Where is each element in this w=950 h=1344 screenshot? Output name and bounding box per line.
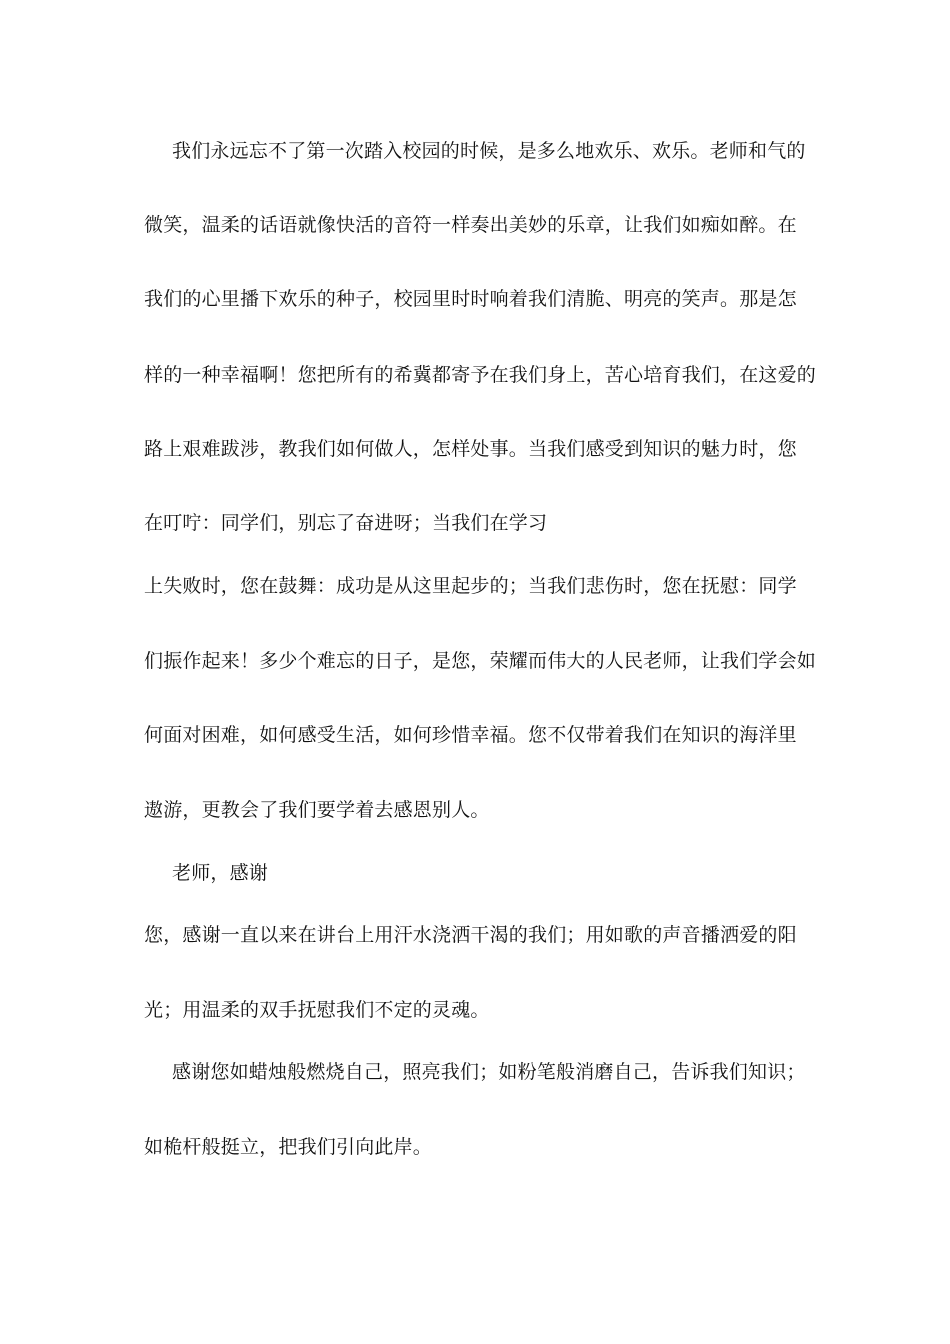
text-line: 我们的心里播下欢乐的种子，校园里时时响着我们清脆、明亮的笑声。那是怎: [144, 288, 797, 310]
text-line: 微笑，温柔的话语就像快活的音符一样奏出美妙的乐章，让我们如痴如醉。在: [144, 214, 797, 236]
text-line: 我们永远忘不了第一次踏入校园的时候，是多么地欢乐、欢乐。老师和气的: [172, 140, 806, 162]
text-line: 感谢您如蜡烛般燃烧自己，照亮我们；如粉笔般消磨自己，告诉我们知识；: [172, 1061, 806, 1083]
text-line: 们振作起来！多少个难忘的日子，是您，荣耀而伟大的人民老师，让我们学会如: [144, 650, 817, 672]
text-line: 光；用温柔的双手抚慰我们不定的灵魂。: [144, 999, 490, 1021]
text-line: 遨游，更教会了我们要学着去感恩别人。: [144, 799, 490, 821]
text-line: 您，感谢一直以来在讲台上用汗水浇洒干渴的我们；用如歌的声音播洒爱的阳: [144, 924, 797, 946]
text-line: 如桅杆般挺立，把我们引向此岸。: [144, 1136, 433, 1158]
text-line: 在叮咛：同学们，别忘了奋进呀；当我们在学习: [144, 512, 548, 534]
text-line: 样的一种幸福啊！您把所有的希冀都寄予在我们身上，苦心培育我们，在这爱的: [144, 364, 817, 386]
text-line: 上失败时，您在鼓舞：成功是从这里起步的；当我们悲伤时，您在抚慰：同学: [144, 575, 797, 597]
text-line: 老师，感谢: [172, 862, 269, 884]
text-line: 路上艰难跋涉，教我们如何做人，怎样处事。当我们感受到知识的魅力时，您: [144, 438, 797, 460]
text-line: 何面对困难，如何感受生活，如何珍惜幸福。您不仅带着我们在知识的海洋里: [144, 724, 797, 746]
